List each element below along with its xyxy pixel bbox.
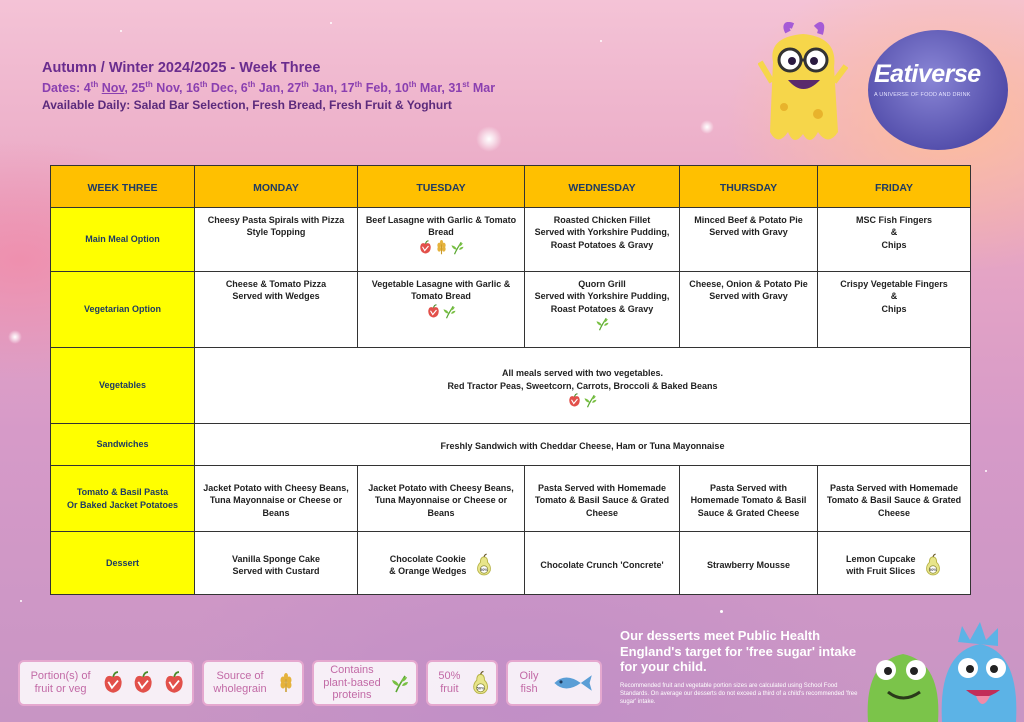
plant-protein-icon xyxy=(442,304,457,319)
header-wednesday: WEDNESDAY xyxy=(525,166,680,208)
fruit-veg-icon xyxy=(101,670,125,696)
nutrition-icons xyxy=(199,393,966,408)
header-thursday: THURSDAY xyxy=(680,166,818,208)
menu-cell: Jacket Potato with Cheesy Beans, Tuna Mayonnaise or Cheese or Beans xyxy=(195,466,358,532)
legend-portions xyxy=(18,660,194,706)
menu-cell: Cheese, Onion & Potato Pie Served with Gravy xyxy=(680,272,818,348)
menu-header xyxy=(42,60,495,112)
header-week: WEEK THREE xyxy=(51,166,195,208)
legend-fruit50-label: 50% fruit xyxy=(438,670,461,695)
star-dot xyxy=(985,470,987,472)
table-row xyxy=(51,466,971,532)
logo-wordmark: Eativerse xyxy=(874,60,981,88)
legend-portions-label: Portion(s) of fruit or veg xyxy=(30,670,91,695)
header-monday: MONDAY xyxy=(195,166,358,208)
plant-protein-icon xyxy=(450,240,465,255)
date-entry: 6th Jan xyxy=(240,80,281,96)
date-entry: 17th Feb xyxy=(340,80,388,96)
menu-cell: Quorn Grill Served with Yorkshire Pudding, Roast Potatoes & Gravy xyxy=(525,272,680,348)
menu-cell: Vanilla Sponge Cake Served with Custard xyxy=(195,532,358,595)
table-row xyxy=(51,348,971,424)
fruit-50-pear-icon xyxy=(471,670,490,696)
menu-cell: Cheese & Tomato Pizza Served with Wedges xyxy=(195,272,358,348)
yellow-monster-mascot xyxy=(758,22,848,152)
legend-fish-label: Oily fish xyxy=(519,670,539,695)
wholegrain-icon xyxy=(434,240,449,255)
row-label-main-meal: Main Meal Option xyxy=(51,208,195,272)
footer-fine-print: Recommended fruit and vegetable portion sizes are calculated using School Food Standards. On average our desserts do not exceed a third of a child's recommended 'free sugar' intake. xyxy=(620,683,858,705)
menu-cell: Chocolate Cookie & Orange Wedges xyxy=(358,532,525,595)
date-entry: 25th Nov xyxy=(131,80,179,96)
row-label-vegetables: Vegetables xyxy=(51,348,195,424)
vegetables-cell: All meals served with two vegetables. Red Tractor Peas, Sweetcorn, Carrots, Broccoli & Baked Beans xyxy=(195,348,971,424)
footer-sugar-statement: Our desserts meet Public Health England's target for 'free sugar' intake for your child. xyxy=(620,628,857,675)
star-dot xyxy=(720,610,723,613)
fruit-50-pear-icon xyxy=(475,553,493,577)
sandwiches-cell: Freshly Sandwich with Cheddar Cheese, Ham or Tuna Mayonnaise xyxy=(195,424,971,466)
plant-protein-icon xyxy=(583,393,598,408)
date-entry: 27th Jan xyxy=(287,80,334,96)
table-row xyxy=(51,272,971,348)
weekly-menu-table xyxy=(50,165,971,595)
sparkle-star-icon xyxy=(476,126,502,152)
legend-wholegrain-label: Source of wholegrain xyxy=(213,670,267,695)
monster-friends-mascots xyxy=(858,612,1024,722)
nutrition-icons xyxy=(529,316,675,331)
fruit-veg-icon xyxy=(162,670,186,696)
star-dot xyxy=(20,600,22,602)
plant-protein-icon xyxy=(390,670,410,696)
row-label-dessert: Dessert xyxy=(51,532,195,595)
legend-plant-label: Contains plant-based proteins xyxy=(323,664,381,702)
menu-cell: Cheesy Pasta Spirals with Pizza Style Topping xyxy=(195,208,358,272)
dates-line: Dates: 4th Nov, 25th Nov, 16th Dec, 6th Jan, 27th Jan, 17th Feb, 10th Mar, 31st Mar xyxy=(42,80,496,96)
star-dot xyxy=(330,22,332,24)
row-label-vegetarian: Vegetarian Option xyxy=(51,272,195,348)
menu-cell: Strawberry Mousse xyxy=(680,532,818,595)
menu-cell: Minced Beef & Potato Pie Served with Gravy xyxy=(680,208,818,272)
page-title: Autumn / Winter 2024/2025 - Week Three xyxy=(42,60,321,76)
menu-cell: Vegetable Lasagne with Garlic & Tomato Bread xyxy=(358,272,525,348)
logo-tagline: A UNIVERSE OF FOOD AND DRINK xyxy=(874,92,971,98)
available-daily: Available Daily: Salad Bar Selection, Fresh Bread, Fresh Fruit & Yoghurt xyxy=(42,98,452,113)
legend-plant xyxy=(312,660,418,706)
menu-cell: Beef Lasagne with Garlic & Tomato Bread xyxy=(358,208,525,272)
menu-cell: Pasta Served with Homemade Tomato & Basil Sauce & Grated Cheese xyxy=(680,466,818,532)
menu-cell: Pasta Served with Homemade Tomato & Basil Sauce & Grated Cheese xyxy=(818,466,971,532)
fruit-veg-icon xyxy=(131,670,155,696)
menu-cell: Lemon Cupcake with Fruit Slices xyxy=(818,532,971,595)
table-row xyxy=(51,532,971,595)
table-row xyxy=(51,424,971,466)
menu-cell: Roasted Chicken Fillet Served with Yorkshire Pudding, Roast Potatoes & Gravy xyxy=(525,208,680,272)
date-entry: 31st Mar xyxy=(448,80,496,96)
table-header-row xyxy=(51,166,971,208)
menu-cell: MSC Fish Fingers & Chips xyxy=(818,208,971,272)
wholegrain-icon xyxy=(276,670,296,696)
row-label-sandwiches: Sandwiches xyxy=(51,424,195,466)
header-tuesday: TUESDAY xyxy=(358,166,525,208)
date-entry: 4th Nov xyxy=(83,80,125,96)
menu-cell: Jacket Potato with Cheesy Beans, Tuna Mayonnaise or Cheese or Beans xyxy=(358,466,525,532)
legend-fish xyxy=(506,660,602,706)
plant-protein-icon xyxy=(595,316,610,331)
menu-cell: Crispy Vegetable Fingers & Chips xyxy=(818,272,971,348)
fish-icon xyxy=(550,672,594,694)
nutrition-icons xyxy=(362,304,520,319)
legend-fruit50 xyxy=(426,660,498,706)
fruit-veg-icon xyxy=(418,240,433,255)
sparkle-star-icon xyxy=(700,120,714,134)
star-dot xyxy=(120,30,122,32)
fruit-50-pear-icon xyxy=(924,553,942,577)
date-entry: 16th Dec xyxy=(185,80,234,96)
nutrition-icons xyxy=(362,240,520,255)
row-label-pasta-potatoes: Tomato & Basil Pasta Or Baked Jacket Potatoes xyxy=(51,466,195,532)
sparkle-star-icon xyxy=(8,330,22,344)
menu-cell: Chocolate Crunch 'Concrete' xyxy=(525,532,680,595)
fruit-veg-icon xyxy=(567,393,582,408)
header-friday: FRIDAY xyxy=(818,166,971,208)
date-entry: 10th Mar xyxy=(394,80,442,96)
star-dot xyxy=(600,40,602,42)
dates-label: Dates: xyxy=(42,81,81,96)
logo-planet xyxy=(868,30,1008,150)
fruit-veg-icon xyxy=(426,304,441,319)
menu-cell: Pasta Served with Homemade Tomato & Basil Sauce & Grated Cheese xyxy=(525,466,680,532)
eativerse-logo xyxy=(868,30,1008,150)
table-row xyxy=(51,208,971,272)
legend-wholegrain xyxy=(202,660,304,706)
